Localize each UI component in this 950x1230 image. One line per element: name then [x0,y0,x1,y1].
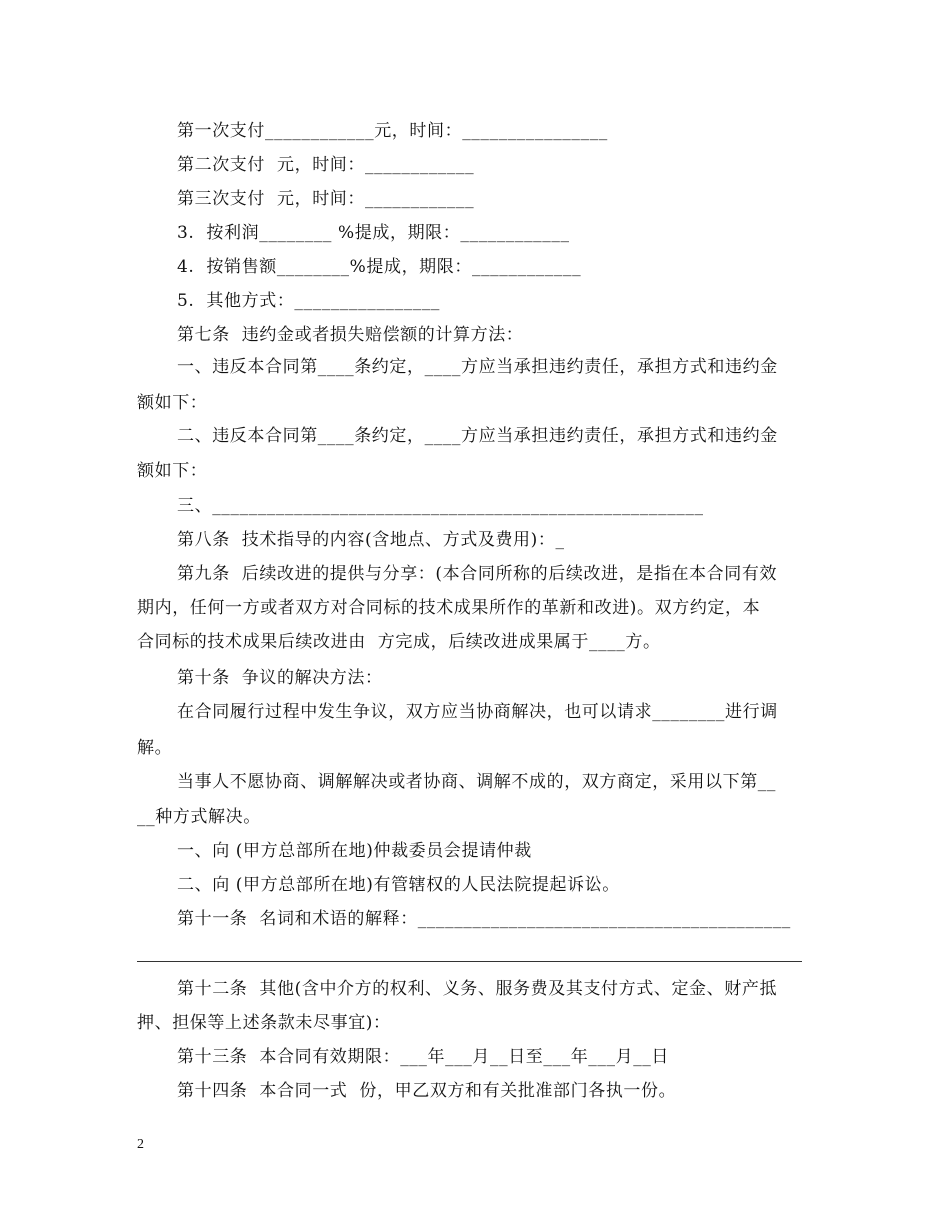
page-number: 2 [137,1137,144,1152]
article-10-heading: 第十条 争议的解决方法： [177,668,383,688]
article-8-line: 第八条 技术指导的内容(含地点、方式及费用)：_ [177,530,565,550]
article-10-option-1: 一、向 (甲方总部所在地)仲裁委员会提请仲裁 [177,841,532,861]
article-7-item-1-cont: 额如下： [137,393,208,413]
payment-third-line: 第三次支付 元，时间：____________ [177,189,475,209]
article-7-item-1: 一、违反本合同第____条约定，____方应当承担违约责任，承担方式和违约金 [177,357,778,377]
article-10-line-1-cont: 解。 [137,738,173,758]
article-7-item-3: 三、______________________________________________________ [177,496,704,516]
article-9-line-2: 期内，任何一方或者双方对合同标的技术成果所作的革新和改进)。双方约定，本 [137,598,761,618]
payment-second-line: 第二次支付 元，时间：____________ [177,155,475,175]
blank-fill-rule [137,961,802,962]
article-14-line: 第十四条 本合同一式 份，甲乙双方和有关批准部门各执一份。 [177,1081,677,1101]
article-11-line: 第十一条 名词和术语的解释：_________________________________________ [177,909,791,929]
profit-share-line: 3. 按利润________ %提成，期限：____________ [177,223,570,243]
article-13-line: 第十三条 本合同有效期限：___年___月__日至___年___月__日 [177,1047,670,1067]
payment-first-line: 第一次支付____________元，时间：________________ [177,121,608,141]
article-10-line-2: 当事人不愿协商、调解解决或者协商、调解不成的，双方商定，采用以下第__ [177,772,776,792]
article-10-line-2-cont: __种方式解决。 [137,807,261,827]
article-12-line-2: 押、担保等上述条款未尽事宜)： [137,1013,391,1033]
article-9-line-1: 第九条 后续改进的提供与分享：(本合同所称的后续改进，是指在本合同有效 [177,564,778,584]
article-7-item-2: 二、违反本合同第____条约定，____方应当承担违约责任，承担方式和违约金 [177,426,778,446]
article-9-line-3: 合同标的技术成果后续改进由 方完成，后续改进成果属于____方。 [137,632,661,652]
article-12-line-1: 第十二条 其他(含中介方的权利、义务、服务费及其支付方式、定金、财产抵 [177,979,778,999]
article-7-item-2-cont: 额如下： [137,461,208,481]
other-method-line: 5. 其他方式：________________ [177,291,441,311]
article-10-option-2: 二、向 (甲方总部所在地)有管辖权的人民法院提起诉讼。 [177,875,620,895]
article-7-heading: 第七条 违约金或者损失赔偿额的计算方法： [177,325,524,345]
sales-share-line: 4. 按销售额________%提成，期限：____________ [177,257,582,277]
article-10-line-1: 在合同履行过程中发生争议，双方应当协商解决，也可以请求________进行调 [177,702,778,722]
